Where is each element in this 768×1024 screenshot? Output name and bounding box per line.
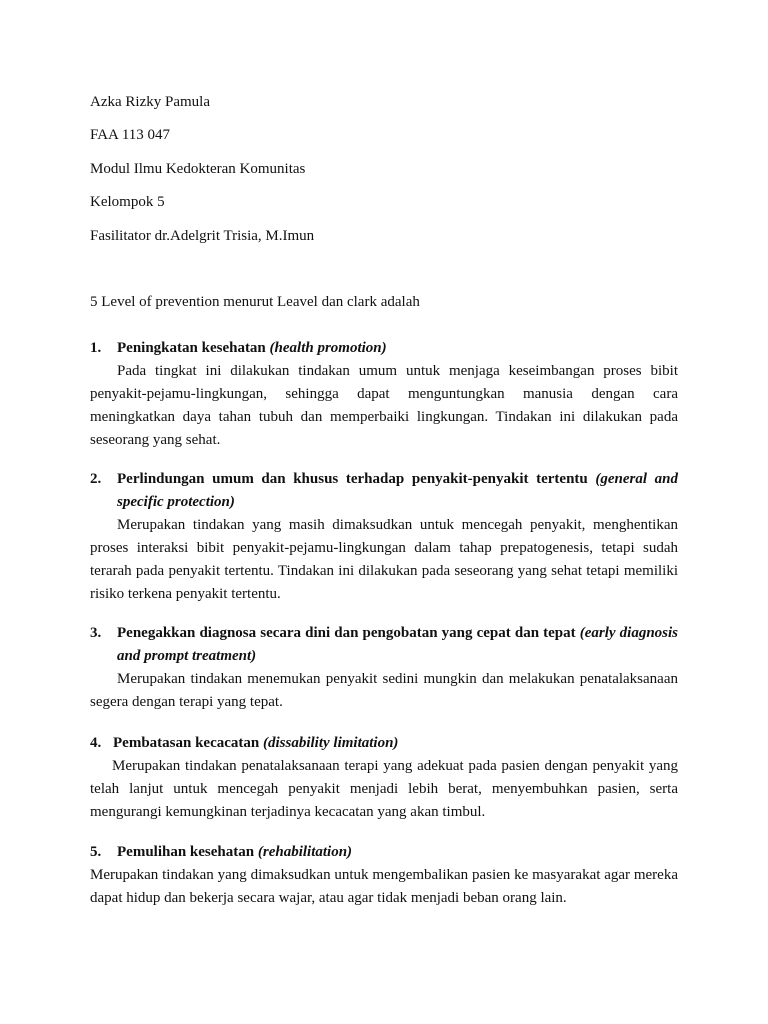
section-number: 3. <box>90 625 102 641</box>
section-title-text: Pemulihan kesehatan <box>117 844 258 860</box>
section-body: Merupakan tindakan menemukan penyakit sedini mungkin dan melakukan penatalaksanaan segera dengan terapi yang tepat. <box>90 671 678 710</box>
section-number: 1. <box>90 340 102 356</box>
section-3 <box>90 622 678 714</box>
group-name: Kelompok 5 <box>90 194 165 210</box>
module-name: Modul Ilmu Kedokteran Komunitas <box>90 161 306 177</box>
student-id: FAA 113 047 <box>90 127 171 143</box>
section-title <box>90 337 678 360</box>
section-title-text: Pembatasan kecacatan <box>113 735 263 751</box>
section-4 <box>90 732 678 824</box>
section-number: 2. <box>90 471 102 487</box>
section-title <box>90 622 678 668</box>
section-2 <box>90 468 678 606</box>
section-body: Merupakan tindakan yang dimaksudkan untuk mengembalikan pasien ke masyarakat agar mereka dapat hidup dan bekerja secara wajar, atau agar tidak menjadi beban orang lain. <box>90 867 678 906</box>
section-body: Pada tingkat ini dilakukan tindakan umum untuk menjaga keseimbangan proses bibit penyakit-pejamu-lingkungan, sehingga dapat menguntungkan manusia dengan cara meningkatkan daya tahan tubuh dan memperbaiki lingkungan. Tindakan ini dilakukan pada seseorang yang sehat. <box>90 363 678 448</box>
section-5 <box>90 841 678 910</box>
section-number: 4. <box>90 735 102 751</box>
section-title-text: Peningkatan kesehatan <box>117 340 270 356</box>
section-title <box>90 468 678 514</box>
section-title-text: Penegakkan diagnosa secara dini dan pengobatan yang cepat dan tepat <box>117 625 580 641</box>
section-title-english: (early diagnosis and prompt treatment) <box>117 625 678 664</box>
section-body: Merupakan tindakan penatalaksanaan terapi yang adekuat pada pasien dengan penyakit yang telah lanjut untuk mencegah penyakit menjadi lebih berat, menyembuhkan pasien, serta mengurangi kemungkinan terjadinya kecacatan yang akan timbul. <box>90 758 678 820</box>
section-body: Merupakan tindakan yang masih dimaksudkan untuk mencegah penyakit, menghentikan proses interaksi bibit penyakit-pejamu-lingkungan dalam tahap prepatogenesis, tetapi sudah terarah pada penyakit tertentu. Tindakan ini dilakukan pada seseorang yang sehat tetapi memiliki risiko terkena penyakit tertentu. <box>90 517 678 602</box>
section-title-text: Perlindungan umum dan khusus terhadap penyakit-penyakit tertentu <box>117 471 596 487</box>
section-title-english: (dissability limitation) <box>263 735 399 751</box>
intro-line: 5 Level of prevention menurut Leavel dan clark adalah <box>90 294 420 310</box>
section-title-english: (general and specific protection) <box>117 471 679 510</box>
author-name: Azka Rizky Pamula <box>90 94 210 110</box>
section-title <box>90 732 678 755</box>
section-title-english: (rehabilitation) <box>257 844 353 860</box>
section-1 <box>90 337 678 452</box>
section-title-english: (health promotion) <box>269 340 387 356</box>
section-title <box>90 841 678 864</box>
section-number: 5. <box>90 844 102 860</box>
facilitator-name: Fasilitator dr.Adelgrit Trisia, M.Imun <box>90 228 315 244</box>
